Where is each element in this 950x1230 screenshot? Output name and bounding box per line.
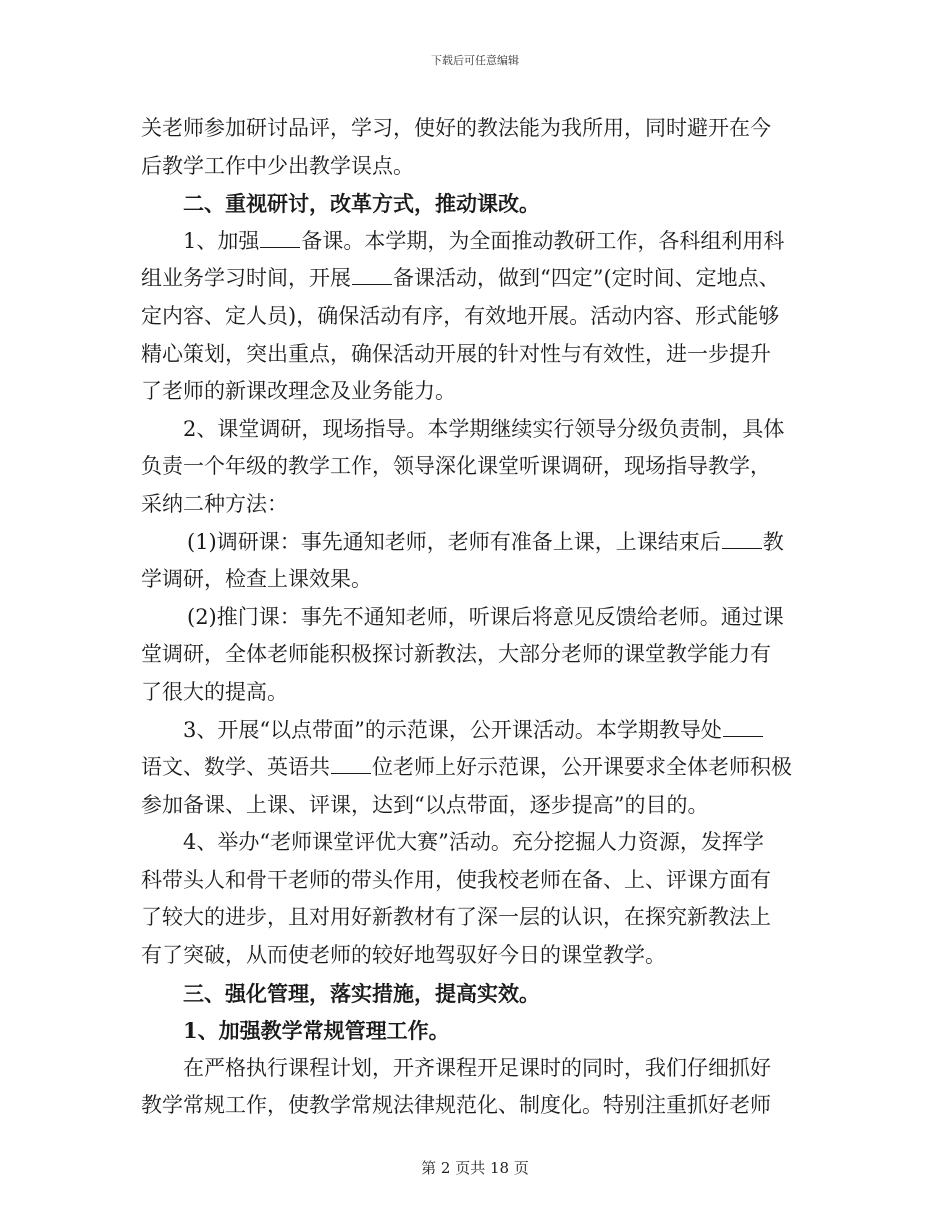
text-segment: 定内容、定人员)，确保活动有序，有效地开展。活动内容、形式能够 xyxy=(141,303,780,328)
paragraph-line xyxy=(141,373,821,411)
text-segment: 备课活动，做到“四定”(定时间、定地点、 xyxy=(393,266,780,291)
section-heading-line xyxy=(141,1012,821,1050)
text-segment: 1、加强 xyxy=(183,228,260,253)
paragraph-line xyxy=(141,524,821,562)
fill-in-blank xyxy=(352,266,392,285)
paragraph-line xyxy=(141,561,821,599)
text-segment: 了很大的提高。 xyxy=(141,679,288,704)
paragraph-line xyxy=(141,674,821,712)
text-segment: 关老师参加研讨品评，学习，使好的教法能为我所用，同时避开在今 xyxy=(141,116,771,140)
fill-in-blank xyxy=(723,718,763,737)
text-segment: 教 xyxy=(762,529,784,554)
text-segment: 三、强化管理，落实措施，提高实效。 xyxy=(183,980,540,1006)
text-segment: 备课。本学期，为全面推动教研工作，各科组利用科 xyxy=(301,228,785,253)
text-segment: 1、加强教学常规管理工作。 xyxy=(183,1018,450,1044)
section-heading-line xyxy=(141,185,821,223)
paragraph-line xyxy=(141,787,821,825)
document-body xyxy=(141,110,821,1125)
text-segment: 4、举办“老师课堂评优大赛”活动。充分挖掘人力资源，发挥学 xyxy=(183,830,764,855)
text-segment: 采纳二种方法： xyxy=(141,491,288,516)
paragraph-line xyxy=(141,448,821,486)
text-segment: 负责一个年级的教学工作，领导深化课堂听课调研，现场指导教学， xyxy=(141,454,771,479)
paragraph-line xyxy=(141,749,821,787)
section-heading-line xyxy=(141,975,821,1013)
text-segment: 位老师上好示范课，公开课要求全体老师积极 xyxy=(372,755,792,780)
fill-in-blank xyxy=(331,755,371,774)
text-segment: 后教学工作中少出教学误点。 xyxy=(141,153,414,178)
paragraph-line xyxy=(141,486,821,524)
text-segment: 3、开展“以点带面”的示范课，公开课活动。本学期教导处 xyxy=(183,717,722,742)
paragraph-line xyxy=(141,824,821,862)
text-segment: 参加备课、上课、评课，达到“以点带面，逐步提高”的目的。 xyxy=(141,792,709,817)
paragraph-line xyxy=(141,260,821,298)
paragraph-line xyxy=(141,712,821,750)
paragraph-line xyxy=(141,899,821,937)
text-segment: 精心策划，突出重点，确保活动开展的针对性与有效性，进一步提升 xyxy=(141,341,771,366)
text-segment: 在严格执行课程计划，开齐课程开足课时的同时，我们仔细抓好 xyxy=(183,1055,771,1080)
paragraph-line xyxy=(141,1050,821,1088)
text-segment: (1)调研课：事先通知老师，老师有准备上课，上课结束后 xyxy=(187,529,721,554)
text-segment: 学调研，检查上课效果。 xyxy=(141,567,372,592)
text-segment: 2、课堂调研，现场指导。本学期继续实行领导分级负责制，具体 xyxy=(183,416,785,441)
text-segment: 堂调研，全体老师能积极探讨新教法，大部分老师的课堂教学能力有 xyxy=(141,642,771,667)
fill-in-blank xyxy=(260,229,300,248)
paragraph-line xyxy=(141,148,821,186)
text-segment: 组业务学习时间，开展 xyxy=(141,266,351,291)
paragraph-line xyxy=(141,636,821,674)
text-segment: 科带头人和骨干老师的带头作用，使我校老师在备、上、评课方面有 xyxy=(141,867,771,892)
paragraph-line xyxy=(141,223,821,261)
page-footer: 第 2 页共 18 页 xyxy=(421,1159,529,1177)
text-segment: 了老师的新课改理念及业务能力。 xyxy=(141,379,456,404)
paragraph-line xyxy=(141,336,821,374)
paragraph-line xyxy=(141,599,821,637)
page-header: 下载后可任意编辑 xyxy=(431,54,519,67)
paragraph-line xyxy=(141,862,821,900)
paragraph-line xyxy=(141,937,821,975)
paragraph-line xyxy=(141,411,821,449)
paragraph-line xyxy=(141,298,821,336)
fill-in-blank xyxy=(722,530,762,549)
text-segment: 有了突破，从而使老师的较好地驾驭好今日的课堂教学。 xyxy=(141,943,666,968)
text-segment: 语文、数学、英语共 xyxy=(141,755,330,780)
paragraph-line xyxy=(141,1087,821,1125)
text-segment: 了较大的进步，且对用好新教材有了深一层的认识，在探究新教法上 xyxy=(141,905,771,930)
text-segment: (2)推门课：事先不通知老师，听课后将意见反馈给老师。通过课 xyxy=(187,604,784,629)
text-segment: 二、重视研讨，改革方式，推动课改。 xyxy=(183,191,540,217)
paragraph-line xyxy=(141,110,821,148)
text-segment: 教学常规工作，使教学常规法律规范化、制度化。特别注重抓好老师 xyxy=(141,1093,771,1118)
